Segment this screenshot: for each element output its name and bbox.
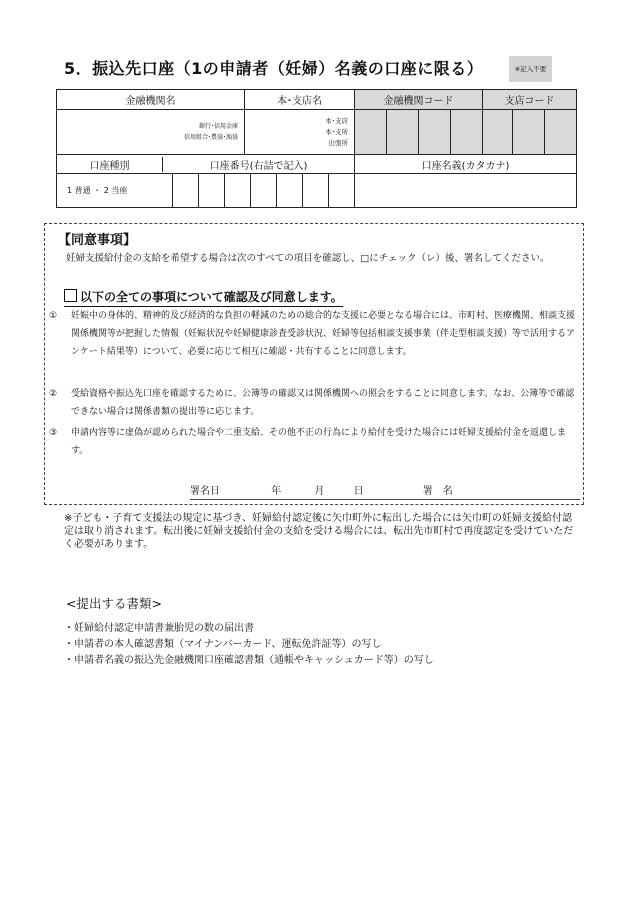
bank-type-1: 銀行･信用金庫 [198, 123, 238, 130]
consent-item-text: 受給資格や振込先口座を確認するために、公簿等の確認又は関係機関への照会をすることに同意します。なお、公簿等で確認できない場合は関係書類の提出等に応じます。 [71, 389, 575, 417]
branch-type-2: 本･支所 [325, 127, 348, 136]
signature-row[interactable] [190, 482, 580, 500]
consent-item [49, 424, 579, 460]
account-number-digit[interactable] [224, 174, 250, 207]
account-number-digit[interactable] [302, 174, 328, 207]
account-number-digit[interactable] [328, 174, 354, 207]
account-type-options[interactable]: 1 普通 ・ 2 当座 [57, 174, 173, 207]
account-number-digit[interactable] [250, 174, 276, 207]
signature-month: 月 [314, 486, 325, 497]
document-item: ・申請者名義の振込先金融機関口座確認書類（通帳やキャッシュカード等）の写し [64, 655, 434, 666]
bank-code-digit [419, 110, 451, 155]
signature-date-label: 署名日 [190, 486, 220, 497]
account-number-digit[interactable] [198, 174, 224, 207]
consent-item-text: 妊娠中の身体的、精神的及び経済的な負担の軽減のための総合的な支援に必要となる場合には、市町村、医療機関、相談支援関係機関等が把握した情報（妊娠状況や妊婦健康診査受診状況、妊婦等包括相談支援事業（伴走型相談支援）等で活用するアンケート結果等）について、必要に応じて相互に確認・共有することに同意します。 [71, 311, 576, 357]
consent-item [49, 385, 579, 421]
bank-code-digit [451, 110, 483, 155]
header-bank-code: 金融機関コード [355, 90, 483, 110]
consent-item-number: ② [49, 389, 58, 399]
documents-list [64, 621, 434, 669]
consent-item [49, 307, 579, 361]
signature-label: 署 名 [422, 486, 453, 497]
consent-checkbox-row[interactable] [64, 288, 343, 307]
header-account-number: 口座番号(右詰で記入) [209, 160, 308, 172]
documents-title: <提出する書類> [66, 596, 162, 611]
bank-code-digit [387, 110, 419, 155]
branch-code-digit [483, 110, 513, 155]
consent-heading: 【同意事項】 [58, 233, 137, 248]
branch-code-digit [545, 110, 577, 155]
bank-account-table [56, 89, 577, 208]
branch-type-1: 本･支店 [325, 116, 348, 125]
consent-check-label: 以下の全ての事項について確認及び同意します。 [80, 290, 343, 304]
consent-item-number: ③ [49, 428, 58, 438]
branch-code-digit [513, 110, 545, 155]
branch-name-cell[interactable] [245, 110, 355, 155]
account-number-digit[interactable] [173, 174, 199, 207]
document-item: ・申請者の本人確認書類（マイナンバーカード、運転免許証等）の写し [64, 639, 382, 650]
signature-day: 日 [353, 486, 364, 497]
bank-type-2: 信用組合･農協･漁協 [183, 134, 238, 141]
bank-code-digit [355, 110, 387, 155]
header-bank-name: 金融機関名 [57, 90, 245, 110]
header-account-holder: 口座名義(カタカナ) [355, 155, 577, 174]
consent-item-number: ① [49, 311, 58, 321]
consent-item-text: 申請内容等に虚偽が認められた場合や二重支給、その他不正の行為により給付を受けた場合には妊婦支援給付金を返還します。 [71, 428, 567, 456]
account-number-digit[interactable] [276, 174, 302, 207]
header-branch-code: 支店コード [483, 90, 577, 110]
header-branch-name: 本･支店名 [245, 90, 355, 110]
document-item: ・妊婦給付認定申請書兼胎児の数の届出書 [64, 623, 254, 634]
account-holder-field[interactable] [355, 174, 577, 208]
section-title: 5．振込先口座（1の申請者（妊婦）名義の口座に限る） [64, 59, 484, 78]
header-account-type: 口座種別 [57, 157, 163, 172]
no-entry-badge: ※記入不要 [509, 56, 552, 82]
transfer-note: ※子ども・子育て支援法の規定に基づき、妊婦給付認定後に矢巾町外に転出した場合には矢巾町の妊婦支援給付認定は取り消されます。転出後に妊婦支援給付金の支給を受ける場合には、転出先市町村で再度認定を受けていただく必要があります。 [64, 513, 574, 550]
consent-intro: 妊婦支援給付金の支給を希望する場合は次のすべての項目を確認し、□にチェック（レ）後、署名してください。 [66, 253, 550, 264]
bank-name-cell[interactable] [57, 110, 245, 155]
branch-type-3: 出張所 [328, 138, 348, 147]
signature-year: 年 [271, 486, 282, 497]
consent-checkbox[interactable] [64, 289, 77, 302]
